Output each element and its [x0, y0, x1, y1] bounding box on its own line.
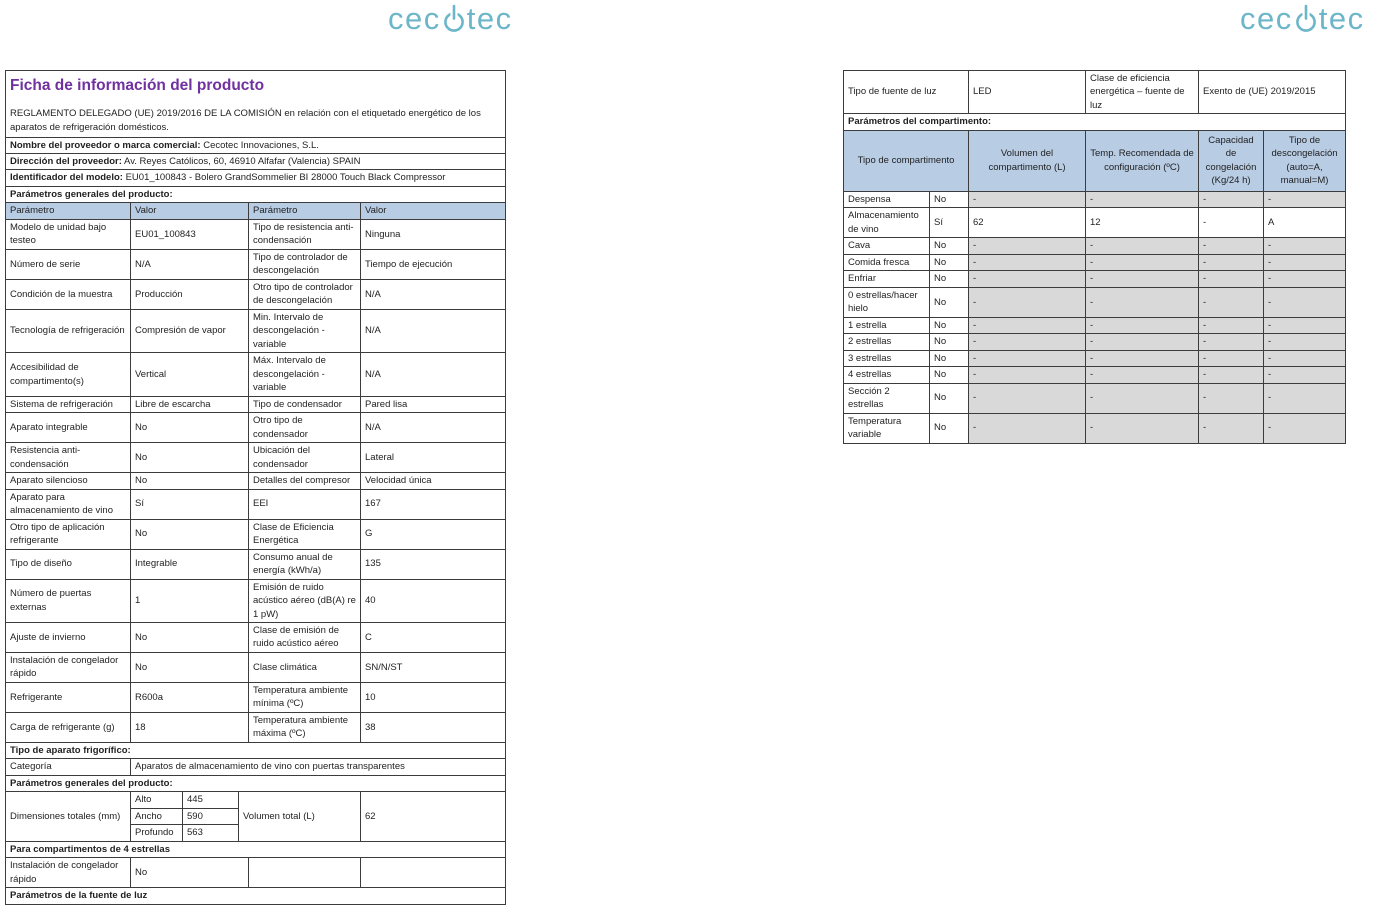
- light-source-row: [844, 71, 1346, 114]
- compartment-volume: -: [969, 367, 1086, 383]
- param-value-cell: 18: [131, 712, 249, 742]
- compartment-row: [844, 271, 1346, 287]
- param-value-cell: No: [131, 652, 249, 682]
- param-row: [6, 396, 506, 412]
- light-efficiency-value: Exento de (UE) 2019/2015: [1199, 71, 1346, 114]
- param-name-cell: Número de puertas externas: [6, 579, 131, 622]
- column-header: Parámetro: [249, 203, 361, 219]
- compartment-volume: -: [969, 254, 1086, 270]
- param-row: [6, 473, 506, 489]
- section-general-params-2: [6, 775, 506, 791]
- param-name-cell: Detalles del compresor: [249, 473, 361, 489]
- param-value-cell: Sí: [131, 489, 249, 519]
- param-name-cell: Resistencia anti-condensación: [6, 443, 131, 473]
- compartment-capacity: -: [1199, 317, 1264, 333]
- param-row: [6, 652, 506, 682]
- param-value-cell: N/A: [361, 309, 506, 352]
- compartment-volume: -: [969, 317, 1086, 333]
- supplier-address-row: [6, 153, 506, 169]
- compartment-present: No: [930, 238, 969, 254]
- param-value-cell: 167: [361, 489, 506, 519]
- param-row: [6, 682, 506, 712]
- compartment-capacity: -: [1199, 413, 1264, 443]
- compartment-volume: -: [969, 271, 1086, 287]
- param-name-cell: Consumo anual de energía (kWh/a): [249, 549, 361, 579]
- param-name-cell: Aparato integrable: [6, 413, 131, 443]
- param-value-cell: N/A: [361, 279, 506, 309]
- param-row: [6, 249, 506, 279]
- section-header: Parámetros generales del producto:: [6, 775, 506, 791]
- column-header: Valor: [361, 203, 506, 219]
- compartment-volume: -: [969, 413, 1086, 443]
- compartment-name: Enfriar: [844, 271, 930, 287]
- param-name-cell: Condición de la muestra: [6, 279, 131, 309]
- supplier-address-value: Av. Reyes Católicos, 60, 46910 Alfafar (Valencia) SPAIN: [121, 155, 361, 167]
- compartment-capacity: -: [1199, 254, 1264, 270]
- total-volume-value: 62: [361, 792, 506, 841]
- compartment-name: 1 estrella: [844, 317, 930, 333]
- column-header: Parámetro: [6, 203, 131, 219]
- compartment-present: No: [930, 191, 969, 207]
- compartment-name: Almacenamiento de vino: [844, 208, 930, 238]
- compartment-present: No: [930, 271, 969, 287]
- param-row: [6, 549, 506, 579]
- compartment-row: [844, 334, 1346, 350]
- compartment-row: [844, 317, 1346, 333]
- dimension-value: 590: [183, 808, 239, 824]
- compartment-capacity: -: [1199, 334, 1264, 350]
- column-header: Capacidad de congelación (Kg/24 h): [1199, 130, 1264, 191]
- dimension-name: Ancho: [131, 808, 183, 824]
- param-value-cell: Vertical: [131, 353, 249, 396]
- power-icon: [441, 2, 467, 33]
- param-value-cell: Producción: [131, 279, 249, 309]
- dimension-name: Alto: [131, 792, 183, 808]
- param-name-cell: Instalación de congelador rápido: [6, 858, 131, 888]
- param-row: [6, 489, 506, 519]
- param-value-cell: 40: [361, 579, 506, 622]
- compartment-name: Despensa: [844, 191, 930, 207]
- compartment-temp: -: [1086, 271, 1199, 287]
- compartment-temp: -: [1086, 254, 1199, 270]
- param-value-cell: N/A: [131, 249, 249, 279]
- compartment-defrost: -: [1264, 413, 1346, 443]
- compartment-defrost: -: [1264, 238, 1346, 254]
- param-value-cell: No: [131, 858, 249, 888]
- param-value-cell: No: [131, 413, 249, 443]
- param-name-cell: Carga de refrigerante (g): [6, 712, 131, 742]
- compartment-volume: -: [969, 191, 1086, 207]
- dimensions-row: [6, 792, 506, 808]
- param-value-cell: 1: [131, 579, 249, 622]
- compartment-temp: -: [1086, 287, 1199, 317]
- param-name-cell: Tipo de controlador de descongelación: [249, 249, 361, 279]
- compartment-present: No: [930, 413, 969, 443]
- param-value-cell: EU01_100843: [131, 219, 249, 249]
- param-name-cell: Otro tipo de condensador: [249, 413, 361, 443]
- param-name-cell: Ubicación del condensador: [249, 443, 361, 473]
- param-value-cell: No: [131, 519, 249, 549]
- compartment-temp: -: [1086, 367, 1199, 383]
- compartment-row: [844, 287, 1346, 317]
- compartment-defrost: -: [1264, 271, 1346, 287]
- compartment-capacity: -: [1199, 287, 1264, 317]
- compartment-name: 3 estrellas: [844, 350, 930, 366]
- param-value-cell: No: [131, 473, 249, 489]
- compartment-capacity: -: [1199, 238, 1264, 254]
- param-row: [6, 353, 506, 396]
- param-name-cell: EEI: [249, 489, 361, 519]
- empty-cell: [361, 858, 506, 888]
- param-value-cell: C: [361, 623, 506, 653]
- param-row: [6, 579, 506, 622]
- supplier-address-cell: [6, 153, 506, 169]
- compartment-defrost: -: [1264, 367, 1346, 383]
- compartment-row: [844, 367, 1346, 383]
- param-value-cell: Integrable: [131, 549, 249, 579]
- supplier-name-label: Nombre del proveedor o marca comercial:: [10, 139, 201, 151]
- column-header: Volumen del compartimento (L): [969, 130, 1086, 191]
- compartment-temp: -: [1086, 334, 1199, 350]
- param-value-cell: Compresión de vapor: [131, 309, 249, 352]
- param-row: [6, 413, 506, 443]
- dimension-name: Profundo: [131, 825, 183, 841]
- compartment-volume: -: [969, 383, 1086, 413]
- compartment-temp: -: [1086, 238, 1199, 254]
- param-value-cell: 10: [361, 682, 506, 712]
- param-value-cell: SN/N/ST: [361, 652, 506, 682]
- supplier-address-label: Dirección del proveedor:: [10, 155, 122, 167]
- title-row: [6, 71, 506, 138]
- compartment-defrost: -: [1264, 191, 1346, 207]
- compartment-volume: -: [969, 350, 1086, 366]
- param-name-cell: Otro tipo de aplicación refrigerante: [6, 519, 131, 549]
- compartment-present: Sí: [930, 208, 969, 238]
- model-id-label: Identificador del modelo:: [10, 172, 123, 184]
- section-header: Parámetros generales del producto:: [6, 186, 506, 202]
- section-compartment-params: [844, 114, 1346, 130]
- param-name-cell: Clase de emisión de ruido acústico aéreo: [249, 623, 361, 653]
- compartment-row: [844, 238, 1346, 254]
- section-header: Parámetros del compartimento:: [844, 114, 1346, 130]
- param-name-cell: Temperatura ambiente mínima (ºC): [249, 682, 361, 712]
- title-cell: [6, 71, 506, 138]
- light-source-value: LED: [969, 71, 1086, 114]
- param-value-cell: No: [131, 443, 249, 473]
- regulation-intro: REGLAMENTO DELEGADO (UE) 2019/2016 DE LA COMISIÓN en relación con el etiquetado energético de los aparatos de refrigeración domésticos.: [10, 108, 481, 134]
- param-row: [6, 712, 506, 742]
- compartment-temp: -: [1086, 383, 1199, 413]
- compartment-capacity: -: [1199, 350, 1264, 366]
- compartment-row: [844, 208, 1346, 238]
- compartment-name: Temperatura variable: [844, 413, 930, 443]
- param-name-cell: Accesibilidad de compartimento(s): [6, 353, 131, 396]
- compartment-defrost: -: [1264, 287, 1346, 317]
- dimension-value: 445: [183, 792, 239, 808]
- param-name-cell: Emisión de ruido acústico aéreo (dB(A) re 1 pW): [249, 579, 361, 622]
- compartment-capacity: -: [1199, 208, 1264, 238]
- compartment-capacity: -: [1199, 191, 1264, 207]
- total-volume-label: Volumen total (L): [239, 792, 361, 841]
- section-four-stars: [6, 841, 506, 857]
- category-label: Categoría: [6, 759, 131, 775]
- param-header-row: [6, 203, 506, 219]
- logo-text-suffix: tec: [466, 1, 513, 36]
- compartment-params-sheet: [843, 70, 1346, 444]
- compartment-name: 2 estrellas: [844, 334, 930, 350]
- param-row: [6, 309, 506, 352]
- param-name-cell: Tipo de diseño: [6, 549, 131, 579]
- section-header: Para compartimentos de 4 estrellas: [6, 841, 506, 857]
- param-value-cell: G: [361, 519, 506, 549]
- compartment-temp: -: [1086, 413, 1199, 443]
- section-header: Tipo de aparato frigorífico:: [6, 742, 506, 758]
- compartment-defrost: A: [1264, 208, 1346, 238]
- param-name-cell: Temperatura ambiente máxima (ºC): [249, 712, 361, 742]
- model-id-value: EU01_100843 - Bolero GrandSommelier BI 28000 Touch Black Compressor: [122, 172, 446, 184]
- model-id-row: [6, 170, 506, 186]
- column-header: Temp. Recomendada de configuración (ºC): [1086, 130, 1199, 191]
- compartment-row: [844, 413, 1346, 443]
- compartment-name: Comida fresca: [844, 254, 930, 270]
- compartment-capacity: -: [1199, 367, 1264, 383]
- compartment-capacity: -: [1199, 383, 1264, 413]
- compartment-header-row: [844, 130, 1346, 191]
- logo-text-prefix: cec: [1240, 1, 1293, 36]
- compartment-defrost: -: [1264, 350, 1346, 366]
- compartment-temp: -: [1086, 317, 1199, 333]
- compartment-volume: 62: [969, 208, 1086, 238]
- category-row: [6, 759, 506, 775]
- compartment-volume: -: [969, 287, 1086, 317]
- param-row: [6, 443, 506, 473]
- cecotec-logo: [1240, 1, 1365, 36]
- column-header: Tipo de compartimento: [844, 130, 969, 191]
- param-value-cell: Tiempo de ejecución: [361, 249, 506, 279]
- compartment-volume: -: [969, 238, 1086, 254]
- param-name-cell: Número de serie: [6, 249, 131, 279]
- compartment-row: [844, 350, 1346, 366]
- param-name-cell: Clase de Eficiencia Energética: [249, 519, 361, 549]
- param-value-cell: No: [131, 623, 249, 653]
- param-value-cell: Ninguna: [361, 219, 506, 249]
- fast-freezer-row: [6, 858, 506, 888]
- param-value-cell: Velocidad única: [361, 473, 506, 489]
- param-name-cell: Aparato para almacenamiento de vino: [6, 489, 131, 519]
- param-value-cell: N/A: [361, 413, 506, 443]
- compartment-row: [844, 191, 1346, 207]
- param-value-cell: 38: [361, 712, 506, 742]
- compartment-capacity: -: [1199, 271, 1264, 287]
- light-efficiency-label: Clase de eficiencia energética – fuente de luz: [1086, 71, 1199, 114]
- compartment-present: No: [930, 383, 969, 413]
- dimensions-label: Dimensiones totales (mm): [6, 792, 131, 841]
- cecotec-logo: [388, 1, 513, 36]
- supplier-name-cell: [6, 137, 506, 153]
- param-row: [6, 623, 506, 653]
- param-name-cell: Máx. Intervalo de descongelación - variable: [249, 353, 361, 396]
- supplier-name-value: Cecotec Innovaciones, S.L.: [200, 139, 319, 151]
- compartment-defrost: -: [1264, 317, 1346, 333]
- compartment-volume: -: [969, 334, 1086, 350]
- param-value-cell: Lateral: [361, 443, 506, 473]
- param-name-cell: Instalación de congelador rápido: [6, 652, 131, 682]
- compartment-defrost: -: [1264, 383, 1346, 413]
- param-name-cell: Clase climática: [249, 652, 361, 682]
- compartment-temp: 12: [1086, 208, 1199, 238]
- param-row: [6, 219, 506, 249]
- compartment-temp: -: [1086, 191, 1199, 207]
- param-name-cell: Refrigerante: [6, 682, 131, 712]
- param-name-cell: Tipo de resistencia anti-condensación: [249, 219, 361, 249]
- compartment-row: [844, 254, 1346, 270]
- logo-text-suffix: tec: [1318, 1, 1365, 36]
- power-icon: [1293, 2, 1319, 33]
- param-row: [6, 279, 506, 309]
- compartment-name: 0 estrellas/hacer hielo: [844, 287, 930, 317]
- page-title: Ficha de información del producto: [10, 77, 265, 94]
- empty-cell: [249, 858, 361, 888]
- compartment-defrost: -: [1264, 254, 1346, 270]
- compartment-present: No: [930, 254, 969, 270]
- param-name-cell: Min. Intervalo de descongelación - variable: [249, 309, 361, 352]
- param-row: [6, 519, 506, 549]
- compartment-present: No: [930, 334, 969, 350]
- category-value: Aparatos de almacenamiento de vino con puertas transparentes: [131, 759, 506, 775]
- param-name-cell: Tecnología de refrigeración: [6, 309, 131, 352]
- param-value-cell: N/A: [361, 353, 506, 396]
- light-source-label: Tipo de fuente de luz: [844, 71, 969, 114]
- param-value-cell: Libre de escarcha: [131, 396, 249, 412]
- dimension-value: 563: [183, 825, 239, 841]
- logo-text-prefix: cec: [388, 1, 441, 36]
- compartment-name: Cava: [844, 238, 930, 254]
- compartment-name: Sección 2 estrellas: [844, 383, 930, 413]
- compartment-row: [844, 383, 1346, 413]
- product-info-sheet: [5, 70, 506, 905]
- compartment-temp: -: [1086, 350, 1199, 366]
- compartment-name: 4 estrellas: [844, 367, 930, 383]
- compartment-present: No: [930, 317, 969, 333]
- param-name-cell: Tipo de condensador: [249, 396, 361, 412]
- section-general-params: [6, 186, 506, 202]
- param-value-cell: 135: [361, 549, 506, 579]
- param-name-cell: Sistema de refrigeración: [6, 396, 131, 412]
- supplier-name-row: [6, 137, 506, 153]
- param-name-cell: Otro tipo de controlador de descongelación: [249, 279, 361, 309]
- section-header: Parámetros de la fuente de luz: [6, 888, 506, 904]
- param-name-cell: Aparato silencioso: [6, 473, 131, 489]
- param-value-cell: Pared lisa: [361, 396, 506, 412]
- param-value-cell: R600a: [131, 682, 249, 712]
- compartment-present: No: [930, 367, 969, 383]
- section-fridge-type: [6, 742, 506, 758]
- compartment-present: No: [930, 287, 969, 317]
- compartment-present: No: [930, 350, 969, 366]
- param-name-cell: Ajuste de invierno: [6, 623, 131, 653]
- model-id-cell: [6, 170, 506, 186]
- column-header: Tipo de descongelación (auto=A, manual=M): [1264, 130, 1346, 191]
- column-header: Valor: [131, 203, 249, 219]
- compartment-defrost: -: [1264, 334, 1346, 350]
- param-name-cell: Modelo de unidad bajo testeo: [6, 219, 131, 249]
